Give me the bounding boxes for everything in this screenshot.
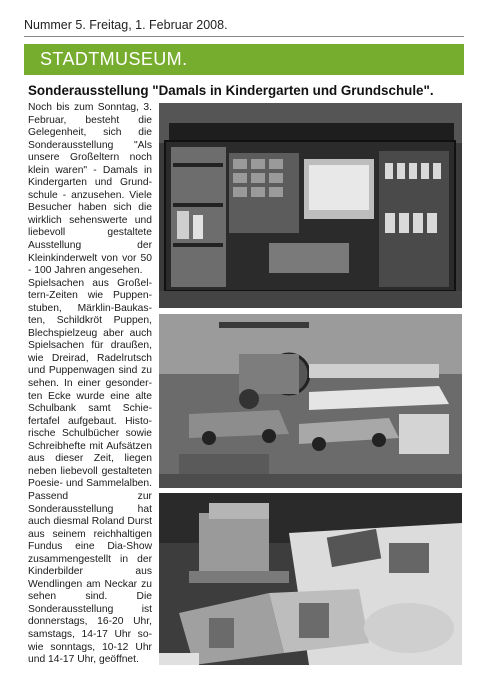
photo-dollhouse bbox=[159, 103, 462, 308]
photo-tin-toys bbox=[159, 314, 462, 488]
dollhouse-image bbox=[159, 103, 462, 308]
tin-toys-image bbox=[159, 314, 462, 488]
article-paragraph: Spielsachen aus Großeltern-Zeiten wie Puppenstuben, Märklin-Baukasten, Schildkröt Puppen, Blechspielzeug aber auch Spielsachen für draußen, wie Dreirad, Radelrutsch und Puppenwagen sind zu sehen. In einer gesonderten Ecke wurde eine alte Schulbank samt Schiefertafel aufgebaut. Historische Schulbücher sowie Schreibhefte mit Aufsätzen aus dieser Zeit, liegen neben liebevoll gestalteten Poesie- und Sammelalben. Passend zur Sonderausstellung hat auch diesmal Roland Durst aus seinem reichhaltigen Fundus eine Dia-Show zusammengestellt in der Kinderbilder aus Wendlingen am Neckar zu sehen sind. Die Sonderausstellung ist donnerstags, 16-20 Uhr, samstags, 14-17 Uhr sowie sonntags, 10-12 Uhr und 14-17 Uhr, geöffnet. bbox=[28, 277, 152, 666]
photo-sewing-machine-albums bbox=[159, 493, 462, 665]
article-body bbox=[28, 102, 152, 667]
masthead-divider bbox=[24, 36, 464, 37]
article-headline: Sonderausstellung "Damals in Kindergarten und Grundschule". bbox=[28, 83, 434, 98]
section-title: STADTMUSEUM. bbox=[40, 49, 188, 69]
sewing-machine-image bbox=[159, 493, 462, 665]
article-paragraph: Noch bis zum Sonntag, 3. Februar, besteht die Gelegenheit, sich die Sonderausstellung "Als unsere Großeltern noch klein waren" - Damals in Kindergarten und Grundschule - anzusehen. Viele Besucher haben sich die wirklich sehenswerte und liebevoll gestaltete Ausstellung der Kleinkinderwelt von vor 50 - 100 Jahren angesehen. bbox=[28, 102, 152, 277]
issue-line: Nummer 5. Freitag, 1. Februar 2008. bbox=[24, 18, 228, 32]
section-banner bbox=[24, 44, 464, 75]
